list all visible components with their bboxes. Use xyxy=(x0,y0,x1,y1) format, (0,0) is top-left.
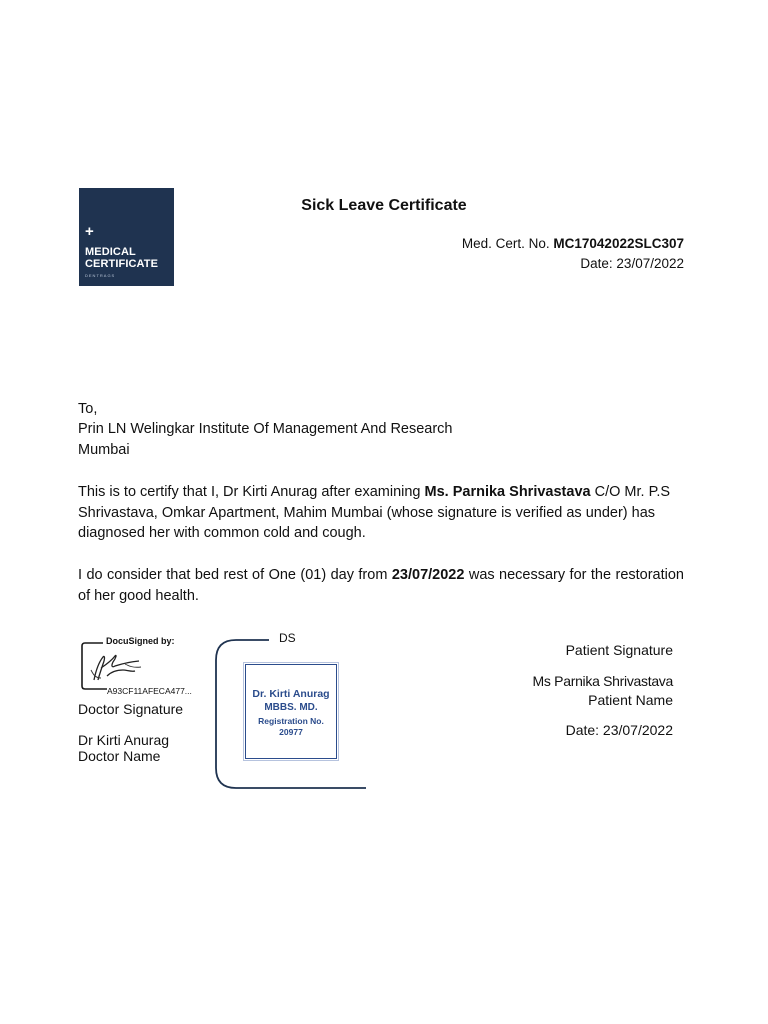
ds-label: DS xyxy=(279,631,296,645)
logo-line1: MEDICAL xyxy=(85,246,136,258)
logo-subtext: DENTRAGS xyxy=(85,273,116,278)
patient-name-bold: Ms. Parnika Shrivastava xyxy=(424,484,591,500)
certification-paragraph xyxy=(78,482,684,544)
logo-line2: CERTIFICATE xyxy=(85,258,159,270)
stamp-degree: MBBS. MD. xyxy=(264,702,318,713)
patient-name: Ms Parnika Shrivastava xyxy=(532,673,673,689)
recipient-line2: Mumbai xyxy=(78,442,130,458)
recipient-line1: Prin LN Welingkar Institute Of Management And Research xyxy=(78,421,453,437)
patient-date: Date: 23/07/2022 xyxy=(565,722,673,738)
para2-before: I do consider that bed rest of One (01) day from xyxy=(78,567,392,583)
para1-after: C/O Mr. P.S Shrivastava, Omkar Apartment, Mahim Mumbai (whose signature is verified as under) has diagnosed her with common cold and cough. xyxy=(78,484,671,541)
cert-date: Date: 23/07/2022 xyxy=(580,256,684,271)
bed-rest-date: 23/07/2022 xyxy=(391,567,465,583)
para2-after: was necessary for the restoration of her good health. xyxy=(78,567,684,604)
patient-name-label: Patient Name xyxy=(588,692,673,708)
stamp-registration-label: Registration No. xyxy=(258,716,324,726)
document-title: Sick Leave Certificate xyxy=(301,197,467,214)
para1-before: This is to certify that I, Dr Kirti Anurag after examining xyxy=(78,484,425,500)
doctor-name: Dr Kirti Anurag xyxy=(78,732,170,748)
cert-number-line xyxy=(462,236,684,251)
bed-rest-paragraph xyxy=(78,565,684,606)
docusign-label: DocuSigned by: xyxy=(106,636,175,646)
docusign-id: A93CF11AFECA477... xyxy=(107,686,192,696)
doctor-name-label: Doctor Name xyxy=(78,748,161,764)
docusign-signature xyxy=(81,640,163,692)
plus-icon: + xyxy=(85,223,94,240)
doctor-signature-label: Doctor Signature xyxy=(78,701,184,717)
cert-number: MC17042022SLC307 xyxy=(553,236,684,251)
stamp-registration-number: 20977 xyxy=(279,727,303,737)
patient-signature-label: Patient Signature xyxy=(565,642,673,658)
doctor-stamp xyxy=(245,664,337,759)
cert-number-label: Med. Cert. No. xyxy=(461,236,550,251)
stamp-name: Dr. Kirti Anurag xyxy=(252,688,330,700)
recipient-to: To, xyxy=(78,401,98,417)
